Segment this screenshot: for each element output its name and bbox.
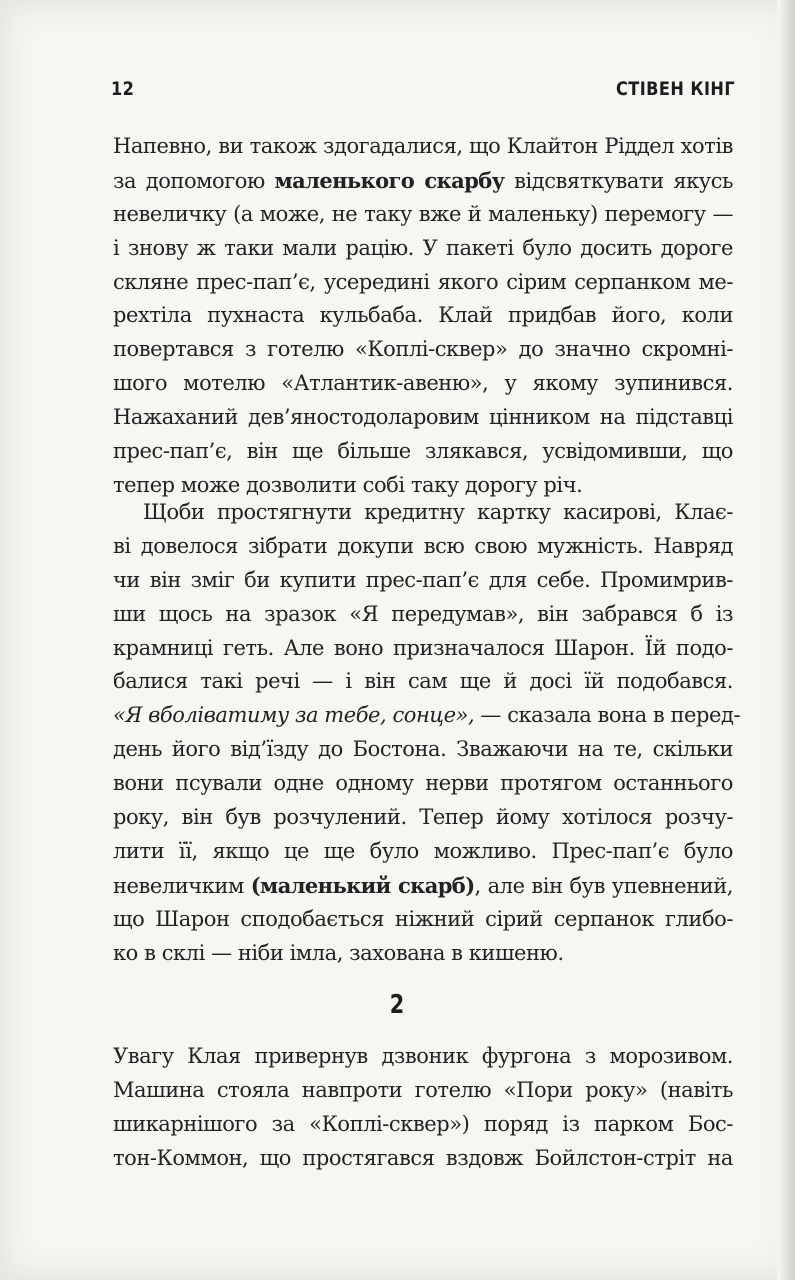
italic-quote: «Я вболіватиму за тебе, сонце», <box>113 703 475 728</box>
text-line: Щоби простягнути кредитну картку касирові, Клає- <box>143 500 733 524</box>
text-line: скляне прес-пап’є, усередині якого сірим серпанком ме- <box>113 269 733 294</box>
text-line: і знову ж таки мали рацію. У пакеті було досить дороге <box>113 235 733 260</box>
chapter-number <box>0 990 795 1020</box>
text-line: балися такі речі — і він сам ще й досі їй подобався. <box>113 669 733 694</box>
text-line: крамниці геть. Але воно призначалося Шарон. Їй подо- <box>113 635 733 660</box>
paragraph-3 <box>113 1040 733 1176</box>
text-line: ко в склі — ніби імла, захована в кишеню. <box>113 940 564 965</box>
text-line: ши щось на зразок «Я передумав», він забрався б із <box>113 601 733 626</box>
text-span: , але він був упевнений, <box>474 873 733 898</box>
text-line: тон-Коммон, що простягався вздовж Бойлстон-стріт на <box>113 1145 733 1170</box>
paragraph-1 <box>113 130 733 503</box>
text-line: що Шарон сподобається ніжний сірий серпанок глибо- <box>113 906 733 931</box>
bold-phrase: (маленький скарб) <box>250 872 475 898</box>
text-line: лити її, якщо це ще було можливо. Прес-пап’є було <box>113 838 733 863</box>
text-line: тепер може дозволити собі таку дорогу річ. <box>113 472 583 497</box>
text-line: ві довелося зібрати докупи всю свою мужність. Навряд <box>113 533 733 558</box>
paragraph-2 <box>113 496 741 970</box>
text-span: відсвяткувати якусь <box>504 168 733 193</box>
text-span: невеличким <box>113 873 251 898</box>
text-line: невеличку (а може, не таку вже й маленьку) перемогу — <box>113 201 733 226</box>
text-line: шого мотелю «Атлантик-авеню», у якому зупинився. <box>113 371 733 396</box>
text-line: день його від’їзду до Бостона. Зважаючи на те, скільки <box>113 737 733 762</box>
page-edge <box>777 0 795 1280</box>
text-span: за допомогою <box>113 168 275 193</box>
page-number: 12 <box>111 78 135 100</box>
text-line: Увагу Клая привернув дзвоник фургона з морозивом. <box>113 1044 733 1068</box>
text-line: рехтіла пухнаста кульбаба. Клай придбав його, коли <box>113 303 733 328</box>
text-line: повертався з готелю «Коплі-сквер» до значно скромні- <box>113 337 733 362</box>
text-line <box>113 164 733 198</box>
text-line: Машина стояла навпроти готелю «Пори року» (навіть <box>113 1077 733 1102</box>
running-head-author: СТІВЕН КІНГ <box>615 78 735 100</box>
bold-phrase: маленького скарбу <box>274 167 505 193</box>
page-header <box>111 70 735 110</box>
text-line <box>113 869 733 903</box>
text-line: шикарнішого за «Коплі-сквер») поряд із парком Бос- <box>113 1111 733 1136</box>
text-span: — сказала вона в перед- <box>474 703 741 728</box>
text-line <box>113 699 741 733</box>
text-line: вони псували одне одному нерви протягом останнього <box>113 771 733 796</box>
chapter-number-text: 2 <box>390 990 405 1020</box>
text-line: Напевно, ви також здогадалися, що Клайтон Ріддел хотів <box>113 134 733 158</box>
text-line: чи він зміг би купити прес-пап’є для себе. Промимрив- <box>113 567 733 592</box>
text-line: Нажаханий дев’яностодоларовим цінником на підставці <box>113 405 733 430</box>
text-line: прес-пап’є, він ще більше злякався, усвідомивши, що <box>113 439 733 464</box>
text-line: року, він був розчулений. Тепер йому хотілося розчу- <box>113 805 733 830</box>
